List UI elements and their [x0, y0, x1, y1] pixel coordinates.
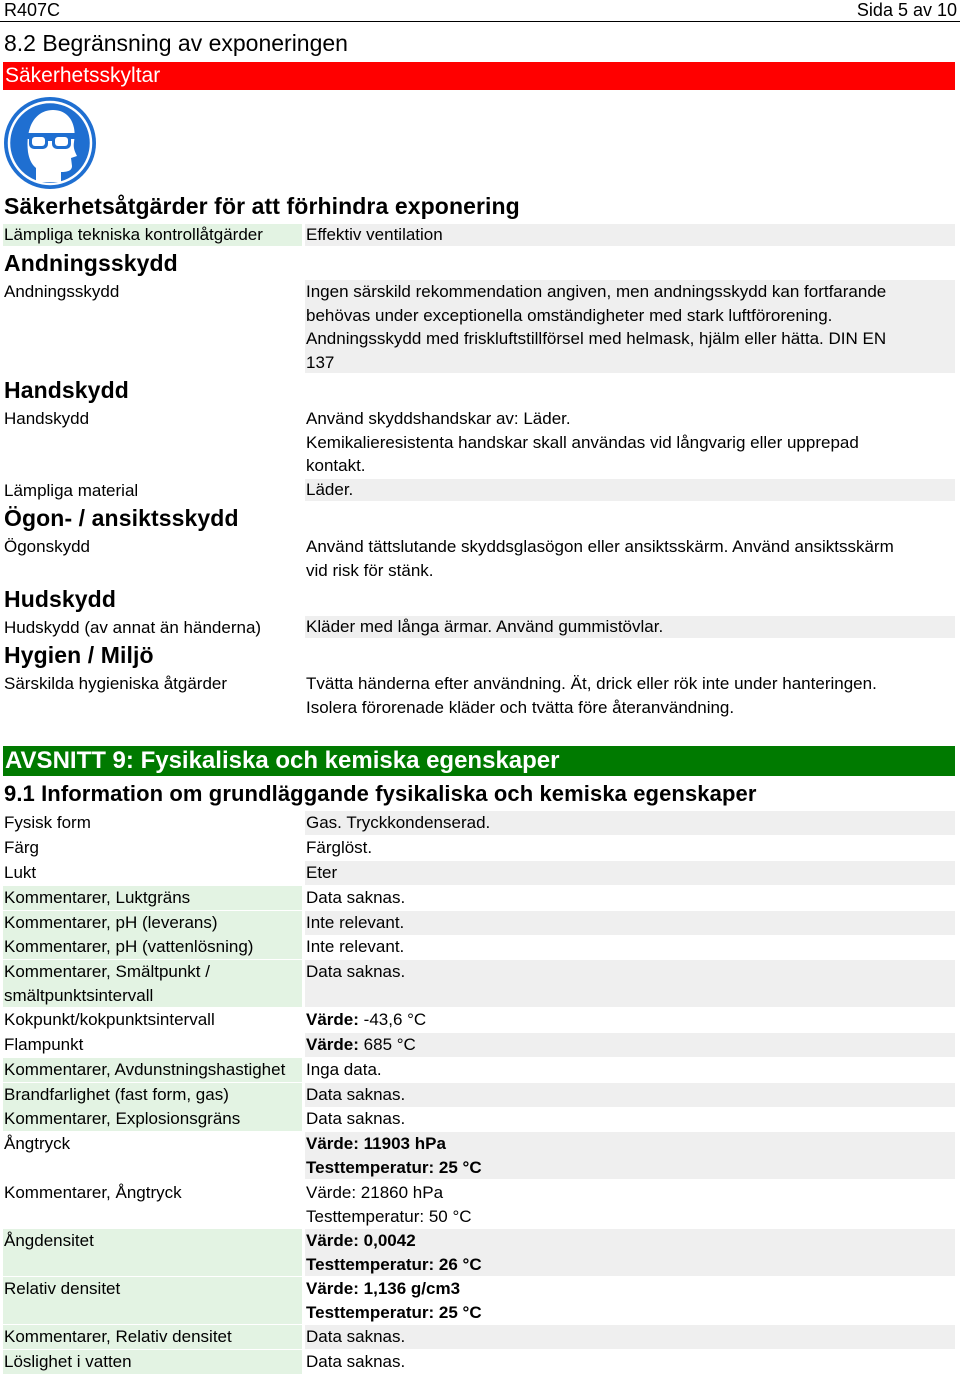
row-label: Hudskydd (av annat än händerna)	[4, 618, 262, 637]
row-value: Data saknas.	[306, 1352, 406, 1371]
row-label: Kokpunkt/kokpunktsintervall	[4, 1010, 215, 1029]
row-value: Gas. Tryckkondenserad.	[306, 813, 491, 832]
row-value: Använd tättslutande skyddsglasögon eller ansiktsskärm. Använd ansiktsskärm vid risk för stänk.	[306, 537, 894, 580]
row-label: Löslighet i vatten	[3, 1350, 302, 1374]
row-label: Lukt	[4, 863, 37, 882]
row-value: 685 °C	[363, 1035, 416, 1054]
row-label: Ångdensitet	[3, 1229, 302, 1276]
page-header	[0, 0, 960, 22]
row-value: Läder.	[305, 479, 955, 501]
row-value: Data saknas.	[306, 1109, 406, 1128]
row-value: Data saknas.	[306, 1085, 406, 1104]
section-9-1-title: 9.1 Information om grundläggande fysikaliska och kemiska egenskaper	[4, 781, 757, 806]
row-value: -43,6 °C	[363, 1010, 427, 1029]
row-label: Ögonskydd	[4, 537, 90, 556]
row-value: Inte relevant.	[306, 913, 405, 932]
row-value: Kemikalieresistenta handskar skall användas vid långvarig eller upprepad kontakt.	[306, 432, 859, 475]
row-value: Ingen särskild rekommendation angiven, men andningsskydd kan fortfarande behövas under exceptionella omständigheter med stark luftförorening. Andningsskydd med friskluftstillförsel med helmask, hjälm eller hätta. DIN EN 137	[305, 280, 955, 373]
respiratory-title: Andningsskydd	[4, 250, 178, 276]
row-value: Färglöst.	[306, 838, 373, 857]
row-label: Andningsskydd	[4, 282, 120, 301]
row-label: Handskydd	[4, 409, 90, 428]
row-value: Effektiv ventilation	[305, 224, 955, 246]
value-key: Testtemperatur:	[306, 1303, 435, 1322]
row-label: Kommentarer, Smältpunkt / smältpunktsintervall	[3, 960, 302, 1007]
row-value: 1,136 g/cm3	[363, 1279, 461, 1298]
row-label: Relativ densitet	[3, 1277, 302, 1324]
row-label: Särskilda hygieniska åtgärder	[4, 674, 228, 693]
value-key: Testtemperatur:	[306, 1255, 435, 1274]
row-label: Lämpliga tekniska kontrollåtgärder	[3, 224, 302, 246]
row-value: 25 °C	[438, 1158, 482, 1177]
row-label: Ångtryck	[4, 1134, 71, 1153]
value-key: Värde:	[306, 1231, 359, 1250]
skin-protection-title: Hudskydd	[4, 586, 116, 612]
exposure-measures-title: Säkerhetsåtgärder för att förhindra exponering	[4, 193, 520, 219]
hand-protection-title: Handskydd	[4, 377, 129, 403]
value-key: Testtemperatur:	[306, 1158, 435, 1177]
row-label: Fysisk form	[4, 813, 91, 832]
row-value: Kläder med långa ärmar. Använd gummistövlar.	[305, 616, 955, 638]
row-label: Kommentarer, Avdunstningshastighet	[3, 1058, 302, 1082]
row-value: Inga data.	[306, 1060, 382, 1079]
row-label: Kommentarer, Luktgräns	[3, 886, 302, 910]
eye-protection-title: Ögon- / ansiktsskydd	[4, 505, 239, 531]
hygiene-title: Hygien / Miljö	[4, 642, 154, 668]
row-value: 26 °C	[438, 1255, 482, 1274]
row-value: Eter	[306, 863, 338, 882]
row-value: Inte relevant.	[306, 937, 405, 956]
row-value: Testtemperatur: 50 °C	[306, 1207, 472, 1226]
row-value: Tvätta händerna efter användning. Ät, drick eller rök inte under hanteringen.	[306, 674, 877, 693]
row-label: Kommentarer, Relativ densitet	[3, 1325, 302, 1349]
value-key: Värde:	[306, 1134, 359, 1153]
row-label: Kommentarer, pH (vattenlösning)	[3, 935, 302, 959]
value-key: Värde:	[306, 1279, 359, 1298]
value-key: Värde:	[306, 1010, 359, 1029]
row-label: Färg	[4, 838, 39, 857]
value-key: Värde:	[306, 1035, 359, 1054]
row-value: Data saknas.	[306, 962, 406, 981]
row-value: Data saknas.	[306, 1327, 406, 1346]
row-label: Brandfarlighet (fast form, gas)	[3, 1083, 302, 1107]
row-value: Värde: 21860 hPa	[306, 1183, 444, 1202]
row-label: Kommentarer, Explosionsgräns	[3, 1107, 302, 1131]
row-label: Lämpliga material	[4, 481, 139, 500]
page-number: Sida 5 av 10	[856, 0, 957, 20]
product-name: R407C	[4, 0, 61, 20]
section-8-2-title: 8.2 Begränsning av exponeringen	[4, 30, 348, 56]
row-value: 11903 hPa	[363, 1134, 446, 1153]
safety-goggles-icon	[3, 96, 97, 190]
row-value: Data saknas.	[306, 888, 406, 907]
row-label: Flampunkt	[4, 1035, 84, 1054]
row-label: Kommentarer, pH (leverans)	[3, 911, 302, 935]
safety-signs-bar: Säkerhetsskyltar	[3, 62, 955, 90]
section-9-bar: AVSNITT 9: Fysikaliska och kemiska egenskaper	[3, 746, 955, 776]
row-label: Kommentarer, Ångtryck	[4, 1183, 182, 1202]
row-value: 0,0042	[363, 1231, 416, 1250]
row-value: 25 °C	[438, 1303, 482, 1322]
row-value: Isolera förorenade kläder och tvätta före återanvändning.	[306, 697, 735, 717]
row-value: Använd skyddshandskar av: Läder.	[306, 409, 571, 428]
